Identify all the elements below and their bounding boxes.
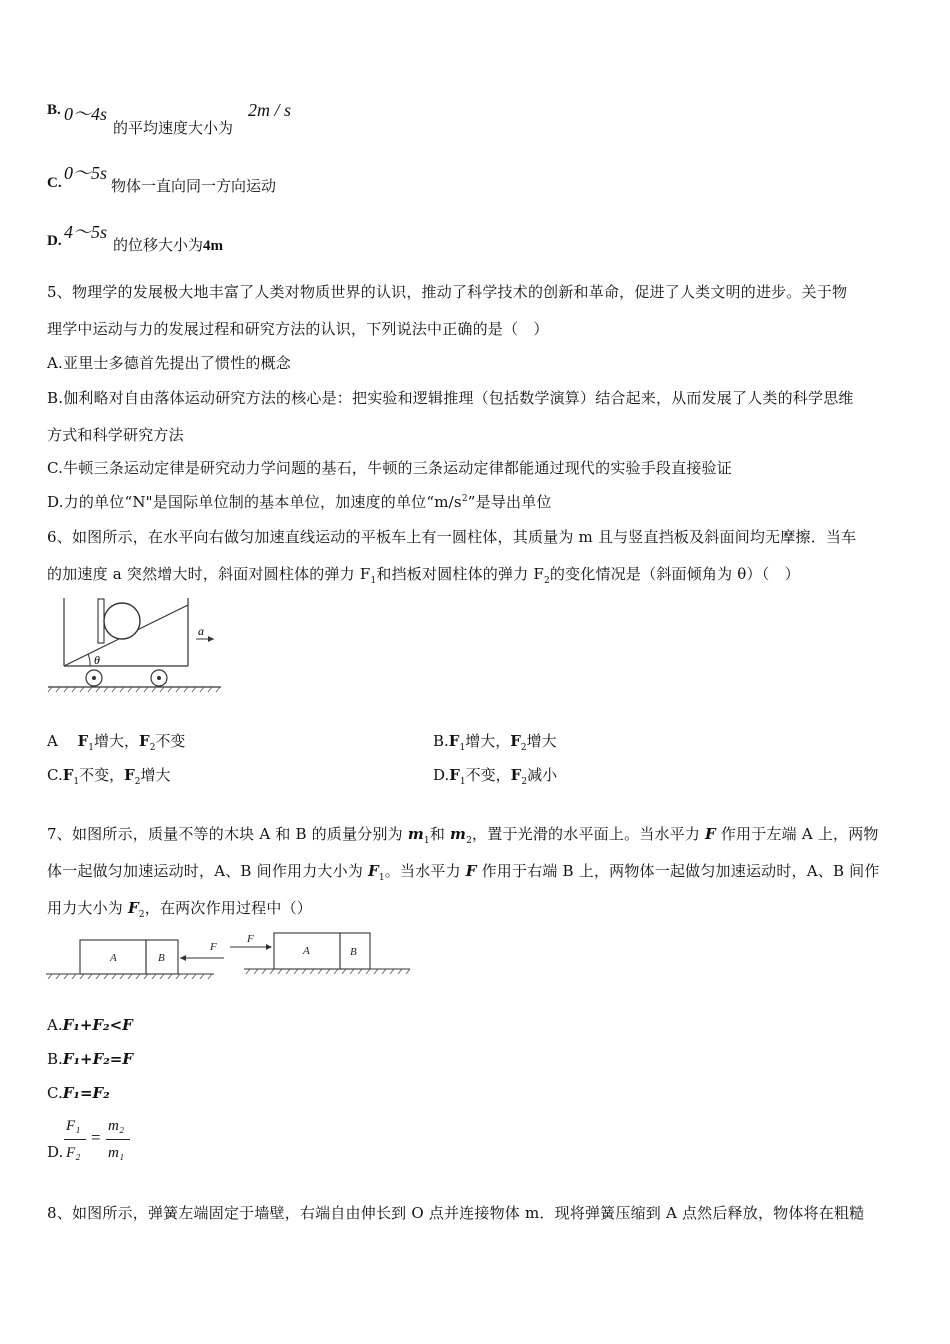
opt-text: 不变 [155,732,186,750]
q7-option-b [47,1050,133,1068]
q7-text: 用力大小为 [47,899,128,917]
fig-label-b: B [158,952,165,964]
q7-stem-line3 [47,897,312,920]
fig-label-f: F [247,933,254,945]
q6-l2a: 的加速度 a 突然增大时，斜面对圆柱体的弹力 F [47,565,371,583]
f-sub: 2 [149,743,156,753]
q7-stem-line2 [47,860,880,883]
m-symbol: m [450,825,467,843]
m-sub: 1 [423,836,430,846]
q5-option-c: C.牛顿三条运动定律是研究动力学问题的基石，牛顿的三条运动定律都能通过现代的实验手段直接验证 [47,459,732,477]
q6-l2c: 的变化情况是（斜面倾角为 θ）（ ） [549,565,800,583]
q4-d-label: 的位移大小为 [113,236,204,254]
q6-stem-line2 [47,563,800,586]
f-sub: 1 [73,777,80,787]
q7-text: ，在两次作用过程中（） [144,899,312,917]
q7-text: 作用于右端 B 上，两物体一起做匀加速运动时，A、B 间作 [476,862,880,880]
f-sub: 1 [459,743,466,753]
f-sub: 1 [378,873,385,883]
m-sub: 2 [466,836,473,846]
opt-letter: C. [47,766,63,784]
m-symbol: m [407,825,424,843]
opt-text: 增大 [526,732,557,750]
q5-option-b-line2: 方式和科学研究方法 [47,426,184,444]
q4-b-text: 的平均速度大小为 [113,119,234,137]
q7-text: 7、如图所示，质量不等的木块 A 和 B 的质量分别为 [47,825,408,843]
q6-stem-line1: 6、如图所示，在水平向右做匀加速直线运动的平板车上有一圆柱体，其质量为 m 且与竖直挡板及斜面间均无摩擦．当车 [47,528,857,546]
frac-equals: = [91,1128,101,1147]
q6-sub2: 2 [543,576,550,586]
q7-text: 。当水平力 [384,862,466,880]
opt-letter: D. [433,766,450,784]
f-symbol: F [62,766,74,784]
q4-d-text [113,234,223,255]
q5-option-a: A.亚里士多德首先提出了惯性的概念 [47,354,292,372]
opt-formula: F₁=F₂ [62,1084,110,1102]
opt-text: 增大， [465,732,511,750]
opt-text: 增大， [94,732,140,750]
opt-text: 减小 [527,766,558,784]
q4-c-text: 物体一直向同一方向运动 [111,177,277,195]
q7-text: 作用于左端 A 上，两物 [715,825,879,843]
theta-label: θ [94,653,100,667]
f-sub: 2 [520,743,527,753]
f-symbol: F [705,825,716,843]
f-symbol: F [449,766,460,784]
q7-text: 体一起做匀加速运动时，A、B 间作用力大小为 [47,862,368,880]
opt-letter: A. [47,1016,63,1034]
opt-letter: B. [47,1050,63,1068]
q5-option-b-line1: B.伽利略对自由落体运动研究方法的核心是：把实验和逻辑推理（包括数学演算）结合起来，从而发展了人类的科学思维 [47,389,854,407]
q4-d-value: 4m [203,238,224,254]
q4-d-math: 4～5s [64,222,108,242]
f-symbol: F [448,732,460,750]
q8-stem-line1: 8、如图所示，弹簧左端固定于墙壁，右端自由伸长到 O 点并连接物体 m．现将弹簧压缩到 A 点然后释放，物体将在粗糙 [47,1204,865,1222]
q7-text: 和 [429,825,451,843]
frac-num-2: m₂ [108,1118,125,1134]
q5-stem-line2: 理学中运动与力的发展过程和研究方法的认识，下列说法中正确的是（ ） [47,320,549,338]
f-symbol: F [127,899,139,917]
fig-label-a: A [110,952,117,964]
frac-bar-2 [106,1139,130,1140]
f-sub: 2 [521,777,528,787]
opt-letter: A [47,732,73,750]
fig-label-a: A [303,945,310,957]
q7-option-c [47,1084,110,1102]
frac-den-1: F₂ [66,1145,81,1161]
opt-text: 不变， [79,766,125,784]
frac-num-1: F₁ [66,1118,81,1134]
f-symbol: F [139,732,150,750]
q4-option-b [47,100,61,119]
f-symbol: F [368,862,379,880]
q6-option-a [47,730,185,753]
opt-formula: F₁+F₂<F [62,1016,133,1034]
f-sub: 2 [134,777,141,787]
q4-c-math: 0～5s [64,163,108,183]
fig-label-b: B [350,946,357,958]
q4-option-d-letter: D. [47,233,62,249]
q5-stem-line1: 5、物理学的发展极大地丰富了人类对物质世界的认识，推动了科学技术的创新和革命，促进了人类文明的进步。关于物 [47,283,848,301]
q6-option-b [433,730,557,753]
option-letter: B. [47,102,61,118]
q7-option-d-letter: D. [47,1143,64,1161]
q5-d-sup: 2 [461,494,468,504]
f-symbol: F [510,766,522,784]
q4-b-math: 0～4s [64,104,108,124]
q4-option-c-letter: C. [47,175,62,191]
q5-option-d [47,491,552,512]
q5-d-text2: ”是导出单位 [467,493,552,511]
opt-formula: F₁+F₂=F [62,1050,134,1068]
f-sub: 2 [138,910,145,920]
accel-label: a [198,624,204,638]
q6-option-c [47,764,171,787]
q4-b-math2: 2m / s [248,100,292,120]
opt-letter: C. [47,1084,63,1102]
f-sub: 1 [459,777,466,787]
q7-blocks-figure [44,930,424,980]
q6-sub1: 1 [370,576,377,586]
q6-option-d [433,764,557,787]
opt-text: 不变， [465,766,511,784]
f-symbol: F [510,732,521,750]
fig-label-f: F [210,941,217,953]
q5-d-text1: D.力的单位“N"是国际单位制的基本单位，加速度的单位“m/s [47,493,462,511]
f-symbol: F [465,862,477,880]
opt-letter: B. [433,732,449,750]
f-sub: 1 [88,743,95,753]
q7-stem-line1 [47,823,879,846]
q6-cart-figure [46,593,226,693]
q7-text: ，置于光滑的水平面上。当水平力 [472,825,706,843]
f-symbol: F [124,766,135,784]
q6-l2b: 和挡板对圆柱体的弹力 F [376,565,544,583]
opt-text: 增大 [140,766,171,784]
frac-den-2: m₁ [108,1145,125,1161]
frac-bar-1 [64,1139,86,1140]
q7-option-a [47,1016,133,1034]
f-symbol: F [77,732,89,750]
